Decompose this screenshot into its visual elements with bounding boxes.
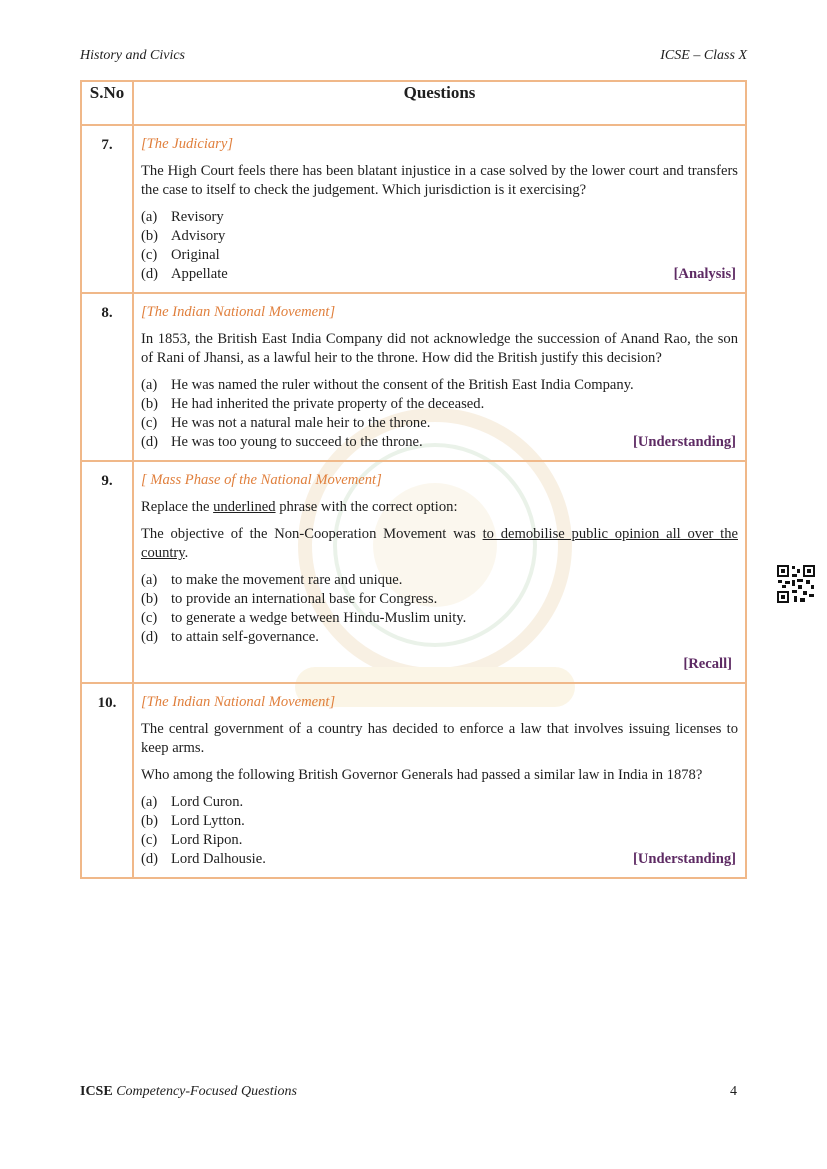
- cognitive-level-tag: [Analysis]: [673, 266, 736, 282]
- cognitive-level-tag: [Recall]: [683, 656, 732, 672]
- option-key: (a): [141, 209, 158, 225]
- option-item: [141, 227, 738, 246]
- option-text: to provide an international base for Congress.: [171, 591, 438, 607]
- question-number: 8.: [81, 293, 133, 461]
- question-row: [81, 461, 746, 683]
- option-item: [141, 414, 738, 433]
- instruction-underlined: underlined: [213, 499, 276, 515]
- question-text: [141, 525, 738, 563]
- option-text: He was not a natural male heir to the throne.: [171, 415, 431, 431]
- question-text: The central government of a country has decided to enforce a law that involves issuing licenses to keep arms.: [141, 721, 738, 756]
- option-item: [141, 628, 738, 647]
- option-key: (c): [141, 832, 158, 848]
- cognitive-level-tag: [Understanding]: [633, 434, 736, 450]
- option-item: [141, 831, 738, 850]
- option-item: [141, 609, 738, 628]
- option-key: (b): [141, 396, 159, 412]
- option-key: (c): [141, 247, 158, 263]
- option-item: [141, 793, 738, 812]
- option-list: [141, 571, 738, 647]
- question-topic: [ Mass Phase of the National Movement]: [141, 472, 382, 488]
- instruction-text: phrase with the correct option:: [275, 499, 458, 515]
- header-questions: Questions: [133, 81, 746, 125]
- question-text: The High Court feels there has been blatant injustice in a case solved by the lower court and transfers the case to itself to check the judgement. Which jurisdiction is it exercising?: [141, 163, 738, 198]
- option-item: [141, 376, 738, 395]
- option-list: [141, 376, 738, 452]
- option-key: (c): [141, 610, 158, 626]
- question-text-2: Who among the following British Governor Generals had passed a similar law in India in 1878?: [141, 767, 703, 783]
- option-item: [141, 246, 738, 265]
- question-topic: [The Indian National Movement]: [141, 694, 336, 710]
- option-key: (d): [141, 266, 159, 282]
- question-row: [81, 683, 746, 878]
- question-number: 10.: [81, 683, 133, 878]
- footer-board: ICSE: [80, 1084, 113, 1099]
- option-key: (a): [141, 572, 158, 588]
- question-number: 9.: [81, 461, 133, 683]
- option-text: He was too young to succeed to the throne.: [171, 434, 423, 450]
- option-item: [141, 265, 738, 284]
- footer-series: Competency-Focused Questions: [116, 1084, 297, 1099]
- option-key: (d): [141, 851, 159, 867]
- question-topic: [The Judiciary]: [141, 136, 234, 152]
- running-head-left: History and Civics: [80, 48, 185, 63]
- option-key: (d): [141, 629, 159, 645]
- question-number: 7.: [81, 125, 133, 293]
- question-text: In 1853, the British East India Company did not acknowledge the succession of Anand Rao, the son of Rani of Jhansi, as a lawful heir to the throne. How did the British justify this decision?: [141, 331, 738, 366]
- question-cell: [133, 125, 746, 293]
- option-text: Lord Lytton.: [171, 813, 245, 829]
- running-head-right: ICSE – Class X: [660, 48, 747, 63]
- option-text: He had inherited the private property of the deceased.: [171, 396, 485, 412]
- option-text: Appellate: [171, 266, 228, 282]
- option-list: [141, 208, 738, 284]
- option-text: He was named the ruler without the consent of the British East India Company.: [171, 377, 634, 393]
- option-key: (c): [141, 415, 158, 431]
- option-text: to attain self-governance.: [171, 629, 319, 645]
- option-text: Lord Dalhousie.: [171, 851, 266, 867]
- option-item: [141, 571, 738, 590]
- page-number: 4: [730, 1084, 737, 1099]
- question-text-part: The objective of the Non-Cooperation Movement was: [141, 526, 483, 542]
- option-key: (d): [141, 434, 159, 450]
- option-text: Lord Ripon.: [171, 832, 243, 848]
- table-header-row: [81, 81, 746, 125]
- option-text: Original: [171, 247, 220, 263]
- option-item: [141, 208, 738, 227]
- option-text: Lord Curon.: [171, 794, 244, 810]
- question-cell: [133, 683, 746, 878]
- option-key: (b): [141, 228, 159, 244]
- option-text: to generate a wedge between Hindu-Muslim unity.: [171, 610, 467, 626]
- question-row: [81, 125, 746, 293]
- question-row: [81, 293, 746, 461]
- option-text: Revisory: [171, 209, 224, 225]
- question-instruction: [141, 498, 738, 517]
- option-list: [141, 793, 738, 869]
- instruction-text: Replace the: [141, 499, 214, 515]
- option-key: (b): [141, 591, 159, 607]
- option-item: [141, 395, 738, 414]
- cognitive-level-tag: [Understanding]: [633, 851, 736, 867]
- header-sno: S.No: [81, 81, 133, 125]
- footer-title: [80, 1084, 297, 1100]
- option-key: (a): [141, 794, 158, 810]
- question-cell: [133, 293, 746, 461]
- option-text: to make the movement rare and unique.: [171, 572, 403, 588]
- option-item: [141, 590, 738, 609]
- option-key: (a): [141, 377, 158, 393]
- option-text: Advisory: [171, 228, 226, 244]
- option-key: (b): [141, 813, 159, 829]
- questions-table: [80, 80, 747, 879]
- question-text-part: .: [184, 545, 189, 561]
- underlined-phrase: to demobilise public opinion all over the country: [141, 526, 739, 561]
- option-item: [141, 850, 738, 869]
- question-topic: [The Indian National Movement]: [141, 304, 336, 320]
- qr-code-icon[interactable]: [776, 564, 816, 604]
- option-item: [141, 433, 738, 452]
- option-item: [141, 812, 738, 831]
- question-cell: [133, 461, 746, 683]
